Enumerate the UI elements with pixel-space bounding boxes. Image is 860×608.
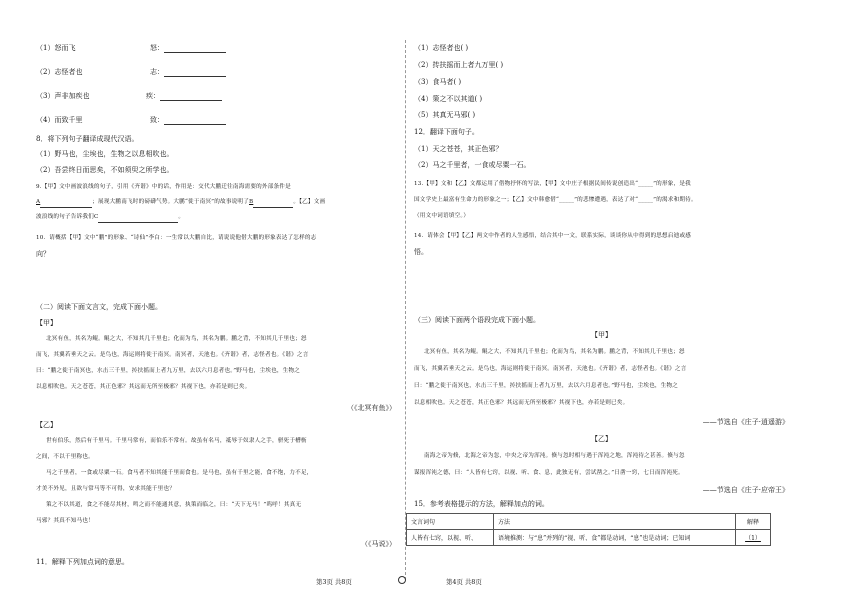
q14-line-1: 14．请体会【甲】【乙】两文中作者的人生感悟，结合其中一文，联系实际，谈谈你从中得到的思想启迪或感 xyxy=(414,233,692,239)
q15-title: 15．参考表格提示的方法，解释加点的词。 xyxy=(414,500,549,508)
jia-text-line: 以息相吹也。天之苍苍，其正色邪？其远而无所至极邪？其视下也，亦若是则已矣。 xyxy=(36,384,251,390)
method-table xyxy=(406,513,771,546)
page-number-right: 第4页 共8页 xyxy=(446,578,482,586)
page-number-left: 第3页 共8页 xyxy=(316,578,352,586)
yi-text-line: 马之千里者，一食或尽粟一石。食马者不知其能千里而食也。是马也，虽有千里之能，食不饱，力不足， xyxy=(46,470,313,476)
q8-title: 8．将下列句子翻译成现代汉语。 xyxy=(36,135,139,143)
yi2-text-line: 谋报浑沌之德，曰：“人皆有七窍，以视、听、食、息，此独无有，尝试凿之。”日凿一窍，七日而浑沌死。 xyxy=(414,470,684,476)
section-3-title: （三）阅读下面两个语段完成下面小题。 xyxy=(414,316,540,324)
q8-sentence-2: （2）吾尝终日而思矣，不如须臾之所学也。 xyxy=(36,166,174,174)
table-header: 方法 xyxy=(494,514,736,530)
jia-tag: 【甲】 xyxy=(36,319,57,327)
q12-sentence-2: （2）马之千里者，一食或尽粟一石。 xyxy=(414,161,531,169)
yi-tag: 【乙】 xyxy=(36,421,57,429)
table-row xyxy=(407,530,771,546)
q12-sentence-1: （1）天之苍苍，其正色邪？ xyxy=(414,145,503,153)
jia2-text-line: 北冥有鱼，其名为鲲。鲲之大，不知其几千里也；化而为鸟，其名为鹏。鹏之背，不知其几千里也；怒 xyxy=(424,349,685,355)
q7-item-1-answer: 怒： xyxy=(150,44,226,53)
q11-title: 11．解释下列加点词的意思。 xyxy=(36,558,129,566)
q11-item-5: （5）其真无马邪( ) xyxy=(414,111,476,119)
q11-item-2: （2）抟扶摇而上者九万里( ) xyxy=(414,61,504,69)
yi-text-line: 马邪？其真不知马也！ xyxy=(36,518,94,524)
q11-item-3: （3）食马者( ) xyxy=(414,78,462,86)
q13-line-2: 国文学史上最富有生命力的形象之一；【乙】文中韩愈借“_____”的悲惨遭遇，表达了对“_____”的渴求和期待。 xyxy=(414,197,697,203)
jia-text-line: 曰：“鹏之徙于南冥也，水击三千里，抟扶摇而上者九万里，去以六月息者也。”野马也，尘埃也，生物之 xyxy=(36,368,301,374)
table-cell: 人皆有七窍，以视、听、 xyxy=(407,530,494,546)
jia-text-line: 而飞，其翼若垂天之云。是鸟也，海运则将徙于南冥。南冥者，天池也。《齐谐》者，志怪者也。《谐》之言 xyxy=(36,352,309,358)
q7-item-4-answer: 致： xyxy=(150,116,226,125)
q9-line-1: 9.【甲】文中画波浪线的句子，引用《齐谐》中的话，作用是：交代大鹏迁往南海需要的外部条件是 xyxy=(36,184,291,190)
yi-text-line: 世有伯乐，然后有千里马。千里马常有，而伯乐不常有。故虽有名马，祗辱于奴隶人之手，骈死于槽枥 xyxy=(46,438,307,444)
jia2-text-line: 以息相吹也。天之苍苍，其正色邪？其远而无所至极邪？其视下也，亦若是则已矣。 xyxy=(414,400,629,406)
q12-title: 12．翻译下面句子。 xyxy=(414,128,479,136)
table-header-row xyxy=(407,514,771,530)
q11-item-1: （1）志怪者也( ) xyxy=(414,44,469,52)
table-cell: （1） xyxy=(736,530,771,546)
q9-line-2: A ；展现大鹏南飞时的磅礴气势。大鹏“徙于南冥”的故事说明了B 。【乙】文画 xyxy=(36,198,325,208)
q7-item-3-answer: 疾： xyxy=(146,92,222,101)
binding-circle-icon xyxy=(398,576,406,584)
yi-tag-2: 【乙】 xyxy=(591,435,612,443)
q14-line-2: 悟。 xyxy=(414,248,428,256)
yi-text-line: 才美不外见，且欲与常马等不可得，安求其能千里也？ xyxy=(36,486,176,492)
page-divider xyxy=(405,40,406,580)
jia-text-line: 北冥有鱼，其名为鲲。鲲之大，不知其几千里也；化而为鸟，其名为鹏。鹏之背，不知其几千里也；怒 xyxy=(46,336,307,342)
jia2-text-line: 而飞，其翼若垂天之云。是鸟也，海运则将徙于南冥。南冥者，天池也。《齐谐》者，志怪者也。《谐》之言 xyxy=(414,366,687,372)
q7-item-4: （4）而致千里 xyxy=(36,116,83,124)
table-header: 解释 xyxy=(736,514,771,530)
q7-item-2-answer: 志： xyxy=(150,68,226,77)
jia-tag-2: 【甲】 xyxy=(591,331,612,339)
jia-source: （《北冥有鱼》） xyxy=(347,404,396,412)
yi2-text-line: 南海之帝为倏，北海之帝为忽，中央之帝为浑沌。倏与忽时相与遇于浑沌之地，浑沌待之甚善。倏与忽 xyxy=(424,453,685,459)
yi-source: （《马说》） xyxy=(361,540,396,548)
q9-line-3: 波浪线的句子告诉我们C 。 xyxy=(36,213,184,223)
jia2-source: ——节选自《庄子·逍遥游》 xyxy=(702,418,789,426)
q7-item-1: （1）怒而飞 xyxy=(36,44,76,52)
q10-line-2: 向？ xyxy=(36,250,50,258)
q7-item-2: （2）志怪者也 xyxy=(36,68,83,76)
table-header: 文言词句 xyxy=(407,514,494,530)
table-cell: 语境推测：与“息”并列的“视、听、食”都是动词，“息”也是动词；已知词 xyxy=(494,530,736,546)
yi-text-line: 之间，不以千里称也。 xyxy=(36,454,94,460)
q8-sentence-1: （1）野马也，尘埃也，生物之以息相吹也。 xyxy=(36,150,174,158)
yi2-source: ——节选自《庄子·应帝王》 xyxy=(702,486,789,494)
q11-item-4: （4）策之不以其道( ) xyxy=(414,95,483,103)
section-2-title: （二）阅读下面文言文，完成下面小题。 xyxy=(36,303,162,311)
q10-line-1: 10．请概括【甲】文中“鹏”的形象、“诗仙”李白：一生常以大鹏自比，请说说他借大鹏的形象表达了怎样的志 xyxy=(36,235,317,241)
q13-line-3: （用文中词语填空。） xyxy=(414,213,470,219)
q13-line-1: 13.【甲】文和【乙】文都运用了借物抒怀的写法，【甲】文中庄子根据民间传说创造出“_____”的形象，是我 xyxy=(414,181,691,187)
jia2-text-line: 曰：“鹏之徙于南冥也，水击三千里，抟扶摇而上者九万里，去以六月息者也。”野马也，尘埃也，生物之 xyxy=(414,383,679,389)
q7-item-3: （3）声非加疾也 xyxy=(36,92,90,100)
yi-text-line: 策之不以其道，食之不能尽其材，鸣之而不能通其意，执策而临之，曰：“天下无马！”呜呼！其真无 xyxy=(46,502,302,508)
